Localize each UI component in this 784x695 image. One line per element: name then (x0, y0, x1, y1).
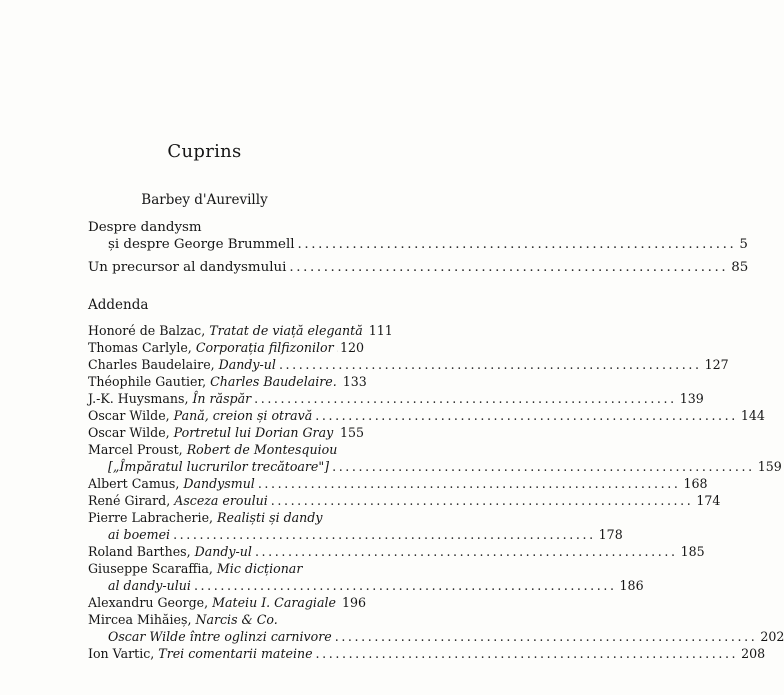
addenda-author: Mircea Mihăieș, (88, 612, 196, 627)
addenda-entry (88, 509, 623, 543)
addenda-entry (88, 594, 364, 611)
addenda-work-title: Tratat de viață elegantă (209, 323, 363, 338)
toc-entry-title: Un precursor al dandysmului (88, 260, 287, 275)
addenda-author: Pierre Labracherie, (88, 510, 218, 525)
addenda-author: J.-K. Huysmans, (88, 391, 193, 406)
dot-leader: ................................................................ (315, 408, 738, 423)
addenda-entry (88, 373, 367, 390)
addenda-work-title: Realiști și dandy (217, 510, 323, 525)
addenda-author: Thomas Carlyle, (88, 340, 196, 355)
addenda-entry (88, 441, 782, 475)
addenda-work-title: Dandy-ul (218, 357, 276, 372)
dot-leader: ................................................................ (254, 544, 678, 559)
dot-leader: ................................................................ (297, 237, 737, 252)
addenda-author: Théophile Gautier, (88, 374, 211, 389)
toc-page-number: 159 (757, 459, 782, 474)
addenda-work-title: Pană, creion și otravă (173, 408, 313, 423)
addenda-author: René Girard, (88, 493, 175, 508)
dot-leader: ................................................................ (173, 527, 596, 542)
addenda-author: Ion Vartic, (88, 646, 159, 661)
addenda-entry (88, 322, 393, 339)
addenda-work-title: Trei comentarii mateine (158, 646, 313, 661)
addenda-work-title-cont: [„Împăratul lucrurilor trecătoare"] (108, 459, 330, 474)
toc-page-number: 85 (731, 260, 749, 275)
addenda-entry (88, 356, 729, 373)
addenda-work-title: Asceza eroului (174, 493, 268, 508)
addenda-author: Honoré de Balzac, (88, 323, 210, 338)
addenda-work-title: Mateiu I. Caragiale (212, 595, 336, 610)
addenda-entry (88, 424, 364, 441)
toc-entry-title-cont: și despre George Brummell (108, 237, 295, 252)
addenda-work-title: Portretul lui Dorian Gray (173, 425, 334, 440)
addenda-heading: Addenda (88, 297, 149, 313)
toc-page-number: 139 (679, 391, 704, 406)
addenda-entry (88, 339, 364, 356)
addenda-author: Charles Baudelaire, (88, 357, 219, 372)
addenda-author: Marcel Proust, (88, 442, 187, 457)
toc-entry (88, 219, 748, 253)
addenda-work-title: Robert de Montesquiou (186, 442, 338, 457)
dot-leader: ................................................................ (278, 357, 702, 372)
toc-page-number: 120 (339, 340, 364, 355)
dot-leader: ................................................................ (332, 459, 755, 474)
addenda-author: Roland Barthes, (88, 544, 195, 559)
toc-entry-title: Despre dandysm (88, 220, 202, 235)
toc-page-number: 185 (680, 544, 705, 559)
toc-page-number: 133 (342, 374, 367, 389)
section-author: Barbey d'Aurevilly (141, 192, 268, 208)
addenda-work-title: În răspăr (192, 391, 252, 406)
dot-leader: ................................................................ (254, 391, 677, 406)
toc-page-number: 196 (341, 595, 366, 610)
addenda-author: Oscar Wilde, (88, 408, 174, 423)
dot-leader: ................................................................ (270, 493, 694, 508)
toc-page-number: 127 (704, 357, 729, 372)
dot-leader: ................................................................ (334, 629, 758, 644)
addenda-entry (88, 611, 784, 645)
dot-leader: ................................................................ (193, 578, 617, 593)
addenda-entry (88, 390, 704, 407)
addenda-work-title: Charles Baudelaire. (210, 374, 337, 389)
addenda-work-title-cont: al dandy-ului (108, 578, 191, 593)
addenda-author: Alexandru George, (88, 595, 213, 610)
dot-leader: ................................................................ (257, 476, 681, 491)
dot-leader (336, 424, 337, 441)
addenda-work-title: Dandysmul (183, 476, 255, 491)
addenda-work-title-cont: ai boemei (108, 527, 171, 542)
toc-page-number: 202 (760, 629, 784, 644)
page-title: Cuprins (167, 141, 242, 162)
toc-page-number: 5 (739, 237, 748, 252)
toc-page-number: 111 (368, 323, 393, 338)
toc-page-number: 178 (598, 527, 623, 542)
addenda-entry (88, 475, 708, 492)
addenda-entry (88, 543, 705, 560)
addenda-work-title: Corporația filfizonilor (195, 340, 334, 355)
toc-page-number: 168 (683, 476, 708, 491)
toc-page-number: 208 (741, 646, 766, 661)
toc-entry (88, 259, 749, 276)
addenda-author: Oscar Wilde, (88, 425, 174, 440)
addenda-work-title: Dandy-ul (194, 544, 252, 559)
toc-page-number: 144 (740, 408, 765, 423)
dot-leader: ................................................................ (289, 260, 729, 275)
addenda-entry (88, 407, 765, 424)
toc-page-number: 155 (339, 425, 364, 440)
toc-page-number: 186 (619, 578, 644, 593)
addenda-author: Giuseppe Scaraffia, (88, 561, 217, 576)
addenda-entry (88, 645, 766, 662)
addenda-work-title: Narcis & Co. (195, 612, 278, 627)
addenda-work-title-cont: Oscar Wilde între oglinzi carnivore (108, 629, 332, 644)
addenda-work-title: Mic dicționar (216, 561, 303, 576)
addenda-entry (88, 560, 644, 594)
toc-page-number: 174 (696, 493, 721, 508)
addenda-author: Albert Camus, (88, 476, 184, 491)
addenda-entry (88, 492, 721, 509)
dot-leader: ................................................................ (315, 646, 739, 661)
